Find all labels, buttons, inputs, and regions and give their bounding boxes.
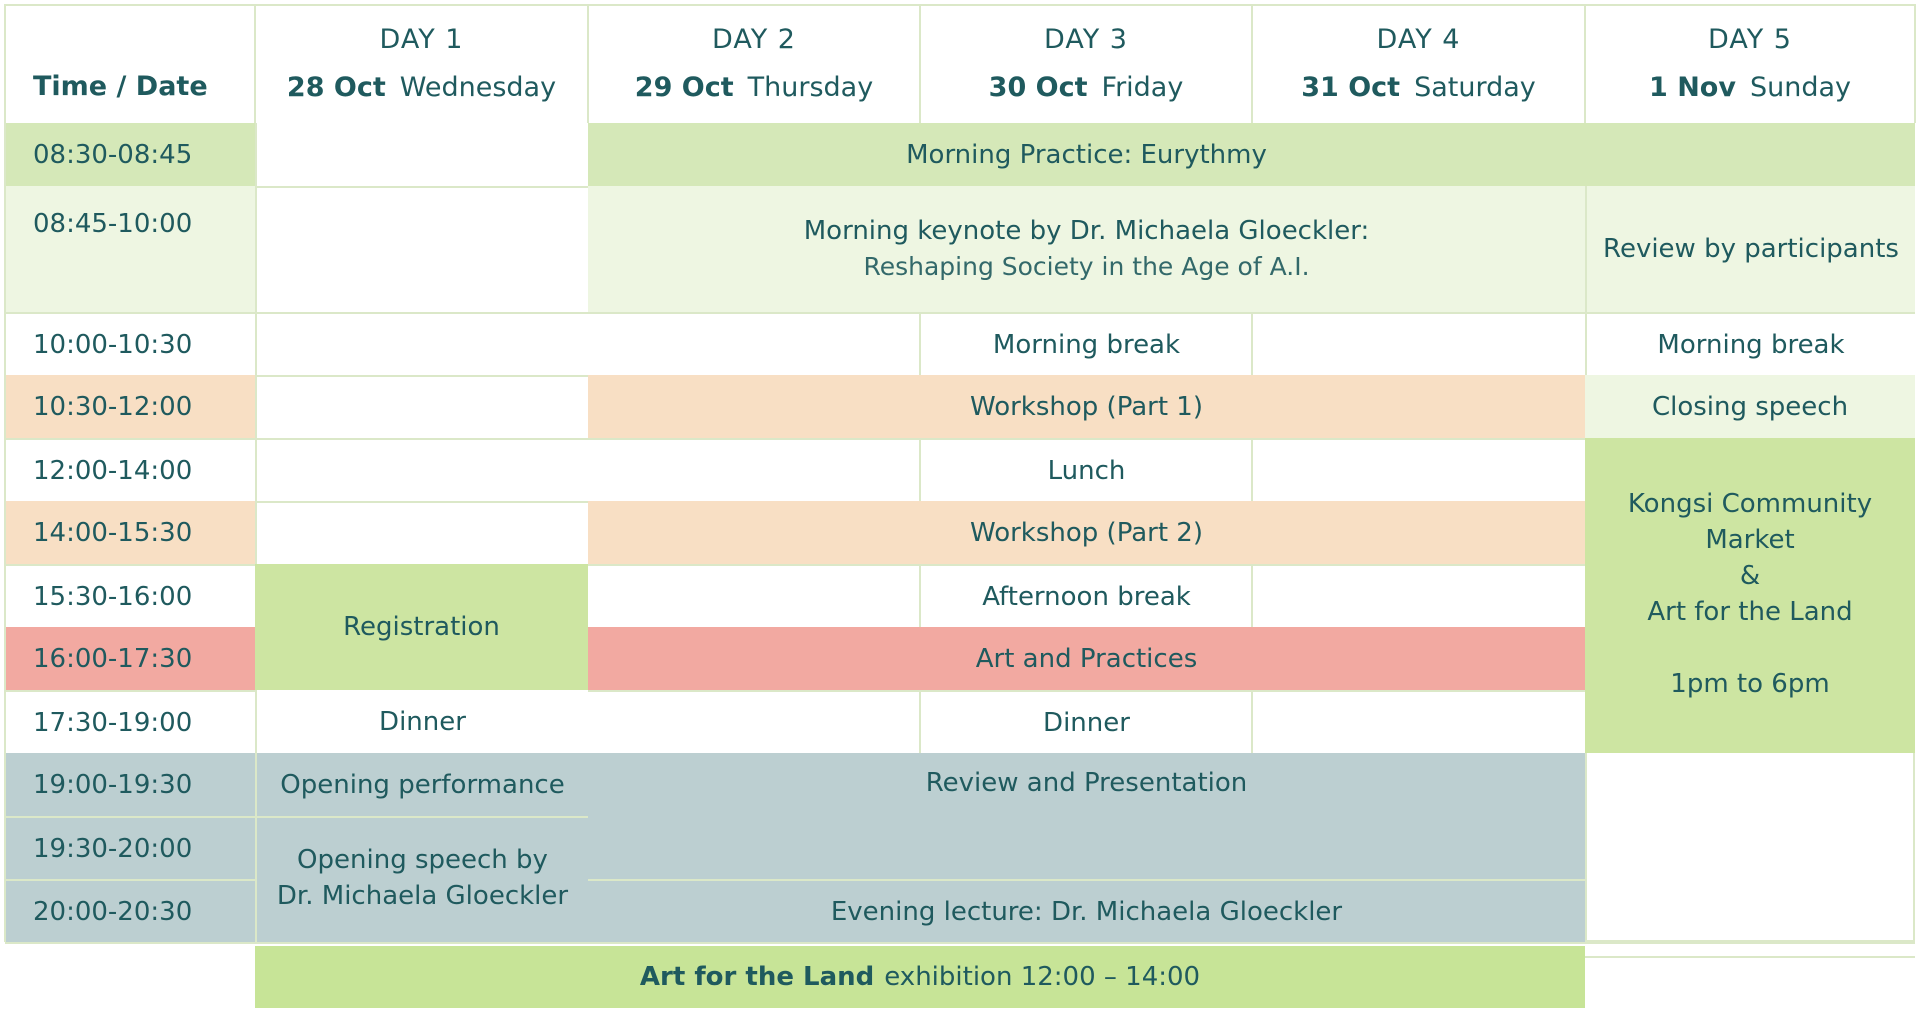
lunch-block: [588, 438, 1585, 501]
morning-practice-block: [588, 123, 1585, 186]
date-label: 28 Oct Wednesday: [286, 72, 557, 103]
time-label: 08:30-08:45: [33, 139, 193, 170]
time-label: 12:00-14:00: [33, 455, 193, 486]
time-label: 10:00-10:30: [33, 329, 193, 360]
grid-divider: [1251, 438, 1253, 501]
time-label: 16:00-17:30: [33, 643, 193, 674]
grid-divider: [1251, 5, 1253, 123]
day1-empty: [255, 375, 588, 438]
grid-divider: [919, 690, 921, 753]
morning-break-block: [588, 312, 1585, 375]
day5-morning-practice: [1585, 123, 1915, 186]
event-label: Art and Practices: [975, 643, 1198, 674]
banner-text: exhibition 12:00 – 14:00: [884, 962, 1201, 992]
day1-empty: [255, 438, 588, 501]
day-label: DAY 3: [1044, 24, 1128, 55]
opening-speech-block: [255, 816, 588, 942]
time-cell: [5, 627, 255, 690]
time-label: 08:45-10:00: [33, 209, 193, 239]
time-cell: [5, 123, 255, 186]
event-label: Registration: [343, 612, 500, 642]
grid-divider: [919, 438, 921, 501]
event-label: Dinner: [379, 706, 466, 737]
event-label: Review by participants: [1603, 234, 1899, 264]
event-label: Art for the Land: [1647, 597, 1853, 627]
grid-border: [1585, 956, 1915, 958]
art-practices-block: [588, 627, 1585, 690]
time-label: 19:00-19:30: [33, 769, 193, 800]
day1-dinner: [255, 690, 588, 753]
event-label: Market: [1705, 525, 1795, 555]
header-time-date: [5, 5, 255, 123]
event-label: Evening lecture: Dr. Michaela Gloeckler: [830, 896, 1343, 927]
day-label: DAY 2: [712, 24, 796, 55]
time-label: 14:00-15:30: [33, 517, 193, 548]
day-label: DAY 5: [1708, 24, 1792, 55]
event-label: Workshop (Part 1): [970, 391, 1203, 422]
grid-border: [5, 4, 1915, 6]
event-label: Lunch: [1047, 455, 1126, 486]
grid-divider: [919, 312, 921, 375]
day-label: DAY 1: [379, 24, 464, 55]
time-cell: [5, 501, 255, 564]
banner-title: Art for the Land: [639, 962, 875, 992]
event-label: Opening speech by: [297, 845, 548, 875]
event-label: Morning Practice: Eurythmy: [906, 139, 1267, 170]
community-market-block: [1585, 438, 1915, 753]
day1-empty: [255, 186, 588, 312]
afternoon-break-block: [588, 564, 1585, 627]
keynote-block: [588, 186, 1585, 312]
event-label: &: [1739, 561, 1761, 591]
event-label: Afternoon break: [982, 581, 1191, 612]
grid-divider: [1251, 564, 1253, 627]
grid-divider: [919, 564, 921, 627]
dinner-block: [588, 690, 1585, 753]
event-label: Closing speech: [1651, 391, 1849, 422]
time-cell: [5, 879, 255, 942]
date-label: 31 Oct Saturday: [1301, 72, 1536, 103]
grid-border: [4, 4, 6, 942]
time-cell: [5, 690, 255, 753]
date-label: 29 Oct Thursday: [634, 72, 874, 103]
day-label: DAY 4: [1376, 24, 1461, 55]
grid-border: [5, 942, 1915, 944]
time-cell: [5, 438, 255, 501]
grid-divider: [587, 5, 589, 123]
review-participants-block: [1585, 186, 1915, 312]
day5-empty-evening: [1585, 753, 1915, 942]
event-label: Morning break: [1657, 329, 1845, 360]
event-label: Morning break: [992, 329, 1181, 360]
header-day-3: [920, 5, 1252, 123]
grid-divider: [1584, 5, 1586, 123]
grid-divider: [1251, 690, 1253, 753]
workshop2-block: [588, 501, 1585, 564]
event-sublabel: Reshaping Society in the Age of A.I.: [863, 252, 1310, 281]
header-day-2: [588, 5, 920, 123]
time-cell: [5, 816, 255, 879]
time-cell: [5, 312, 255, 375]
date-label: 1 Nov Sunday: [1649, 72, 1851, 103]
header-day-4: [1252, 5, 1585, 123]
time-cell: [5, 186, 255, 312]
time-cell: [5, 564, 255, 627]
registration-block: [255, 564, 588, 690]
time-label: 20:00-20:30: [33, 896, 193, 927]
workshop1-block: [588, 375, 1585, 438]
event-label: Kongsi Community: [1627, 489, 1873, 519]
grid-divider: [1251, 312, 1253, 375]
grid-divider: [254, 5, 256, 123]
event-sublabel: Dr. Michaela Gloeckler: [276, 881, 569, 911]
grid-divider: [919, 5, 921, 123]
day1-empty: [255, 123, 588, 186]
event-label: Opening performance: [280, 769, 565, 800]
opening-performance-block: [255, 753, 588, 816]
header-day-5: [1585, 5, 1915, 123]
day5-morning-break: [1585, 312, 1915, 375]
day1-empty: [255, 501, 588, 564]
event-label: Morning keynote by Dr. Michaela Gloeckler:: [803, 216, 1370, 246]
time-label: 19:30-20:00: [33, 833, 193, 864]
time-label: 17:30-19:00: [33, 707, 193, 738]
review-presentation-block: [588, 753, 1585, 879]
time-cell: [5, 375, 255, 438]
evening-lecture-block: [588, 879, 1585, 942]
time-cell: [5, 753, 255, 816]
event-label: Review and Presentation: [925, 768, 1248, 798]
day1-empty: [255, 312, 588, 375]
event-label: Workshop (Part 2): [970, 517, 1203, 548]
time-label: 10:30-12:00: [33, 391, 193, 422]
event-label: Dinner: [1043, 707, 1130, 738]
grid-border: [1914, 4, 1916, 123]
closing-speech-block: [1585, 375, 1915, 438]
exhibition-banner: [255, 946, 1585, 1008]
header-time-date-label: Time / Date: [33, 71, 208, 102]
date-label: 30 Oct Friday: [988, 72, 1184, 103]
header-day-1: [255, 5, 588, 123]
event-time-label: 1pm to 6pm: [1670, 669, 1830, 699]
time-label: 15:30-16:00: [33, 581, 193, 612]
